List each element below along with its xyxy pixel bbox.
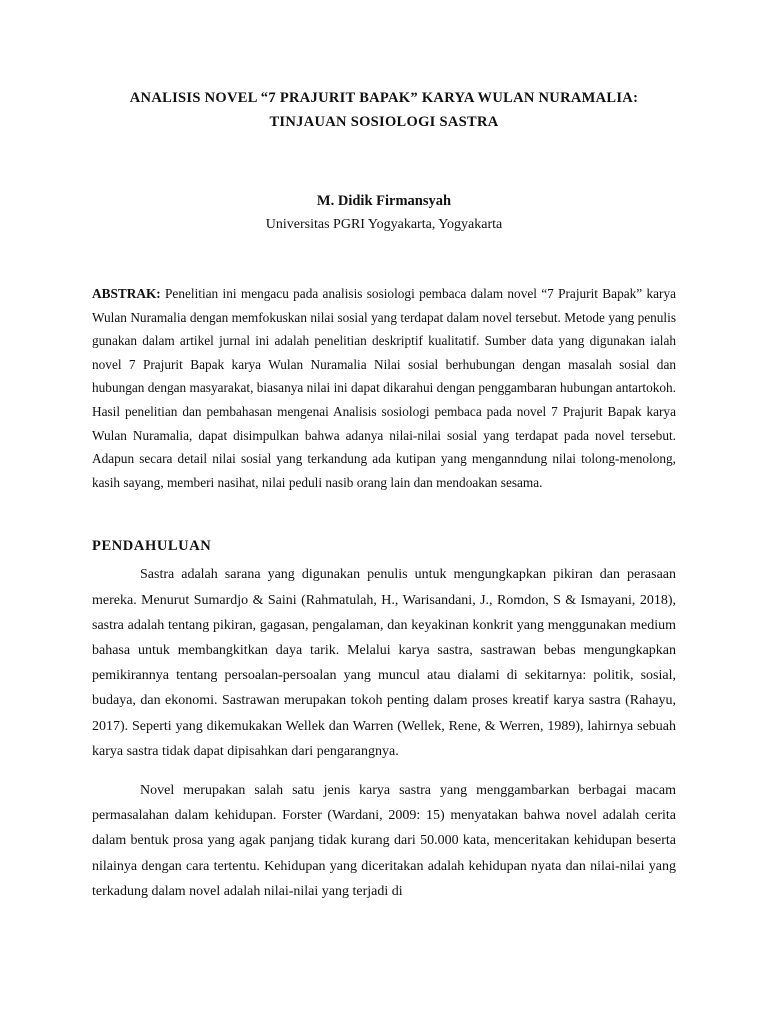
body-paragraph-2: Novel merupakan salah satu jenis karya sastra yang menggambarkan berbagai macam permasalahan dalam kehidupan. Forster (Wardani, 2009: 15) menyatakan bahwa novel adalah cerita dalam bentuk prosa yang agak panjang tidak kurang dari 50.000 kata, menceritakan kehidupan beserta nilainya dengan cara tertentu. Kehidupan yang diceritakan adalah kehidupan nyata dan nilai-nilai yang terkadung dalam novel adalah nilai-nilai yang terjadi di [92,782,676,899]
paper-title [92,86,676,134]
section-heading-pendahuluan: PENDAHULUAN [92,538,212,555]
title-line-2: TINJAUAN SOSIOLOGI SASTRA [269,114,499,130]
body-paragraph-1: Sastra adalah sarana yang digunakan penulis untuk mengungkapkan pikiran dan perasaan mereka. Menurut Sumardjo & Saini (Rahmatulah, H., Warisandani, J., Romdon, S & Ismayani, 2018), sastra adalah tentang pikiran, gagasan, pengalaman, dan keyakinan konkrit yang menggunakan medium bahasa untuk membangkitkan daya tarik. Melalui karya sastra, sastrawan bebas mengungkapkan pemikirannya tentang persoalan-persoalan yang muncul atau dialami di sekitarnya: politik, sosial, budaya, dan ekonomi. Sastrawan merupakan tokoh penting dalam proses kreatif karya sastra (Rahayu, 2017). Seperti yang dikemukakan Wellek dan Warren (Wellek, Rene, & Werren, 1989), lahirnya sebuah karya sastra tidak dapat dipisahkan dari pengarangnya. [92,567,676,759]
abstract-label: ABSTRAK: [92,286,161,301]
author-affiliation: Universitas PGRI Yogyakarta, Yogyakarta [265,217,503,232]
abstract [92,282,676,494]
abstract-text: Penelitian ini mengacu pada analisis sosiologi pembaca dalam novel “7 Prajurit Bapak” karya Wulan Nuramalia dengan memfokuskan nilai sosial yang terdapat dalam novel tersebut. Metode yang penulis gunakan dalam artikel jurnal ini adalah penelitian deskriptif kualitatif. Sumber data yang digunakan ialah novel 7 Prajurit Bapak karya Wulan Nuramalia Nilai sosial berhubungan dengan masalah sosial dan hubungan dengan masyarakat, biasanya nilai ini dapat dikarahui dengan penggambaran hubungan antartokoh. Hasil penelitian dan pembahasan mengenai Analisis sosiologi pembaca pada novel 7 Prajurit Bapak karya Wulan Nuramalia, dapat disimpulkan bahwa adanya nilai-nilai sosial yang terdapat pada novel tersebut. Adapun secara detail nilai sosial yang terkandung ada kutipan yang menganndung nilai tolong-menolong, kasih sayang, memberi nasihat, nilai peduli nasib orang lain dan mendoakan sesama. [92,286,677,490]
title-line-1: ANALISIS NOVEL “7 PRAJURIT BAPAK” KARYA WULAN NURAMALIA: [129,90,639,106]
author-name: M. Didik Firmansyah [316,193,452,209]
